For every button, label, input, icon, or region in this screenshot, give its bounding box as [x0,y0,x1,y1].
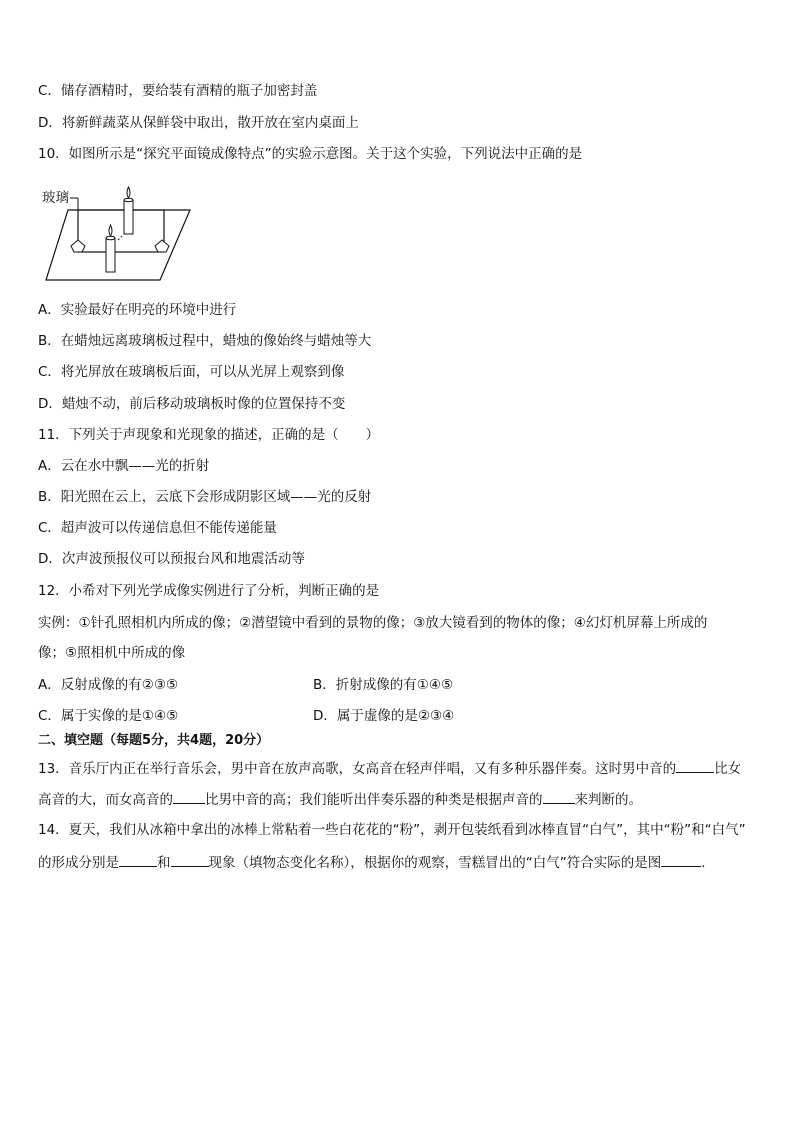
q14-line1: 14．夏天，我们从冰箱中拿出的冰棒上常粘着一些白花花的“粉”，剥开包装纸看到冰棒直冒“白气”，其中“粉”和“白气” [38,822,746,838]
q12-option-b: B．折射成像的有①④⑤ [313,677,454,693]
q13-blank-2[interactable] [173,790,205,804]
q10-option-b: B．在蜡烛远离玻璃板过程中，蜡烛的像始终与蜡烛等大 [38,333,372,349]
q13-line2 [38,790,642,809]
q10-stem: 10．如图所示是“探究平面镜成像特点”的实验示意图。关于这个实验，下列说法中正确的是 [38,146,583,162]
q14-text-3: 和 [157,855,171,871]
q11-option-d: D．次声波预报仪可以预报台风和地震活动等 [38,551,305,567]
q14-text-4: 现象（填物态变化名称），根据你的观察，雪糕冒出的“白气”符合实际的是图 [208,855,662,871]
q13-text-5: 来判断的。 [574,792,642,808]
q10-option-d: D．蜡烛不动，前后移动玻璃板时像的位置保持不变 [38,396,346,412]
q14-text-5: ． [701,855,715,871]
q13-text-3: 高音的大，而女高音的 [38,792,173,808]
q9-option-d: D．将新鲜蔬菜从保鲜袋中取出，散开放在室内桌面上 [38,115,359,131]
q14-blank-2[interactable] [171,853,209,867]
section-heading-fill-blank: 二、填空题（每题5分，共4题，20分） [38,733,270,748]
q12-examples-line2: 像；⑤照相机中所成的像 [38,645,186,661]
q13-blank-3[interactable] [543,790,575,804]
q12-stem: 12．小希对下列光学成像实例进行了分析，判断正确的是 [38,583,380,599]
mirror-experiment-figure [38,180,208,290]
q14-text-2: 的形成分别是 [38,855,119,871]
q14-line2 [38,853,715,872]
q11-stem: 11．下列关于声现象和光现象的描述，正确的是（ ） [38,427,380,443]
q9-option-c: C．储存酒精时，要给装有酒精的瓶子加密封盖 [38,83,318,99]
q11-option-a: A．云在水中飘——光的折射 [38,458,210,474]
q13-text-2: 比女 [714,761,742,777]
q10-option-a: A．实验最好在明亮的环境中进行 [38,302,237,318]
q13-blank-1[interactable] [676,759,714,773]
q13-text-1: 13．音乐厅内正在举行音乐会，男中音在放声高歌，女高音在轻声伴唱，又有多种乐器伴奏。这时男中音的 [38,761,677,777]
q14-blank-1[interactable] [119,853,157,867]
q12-option-d: D．属于虚像的是②③④ [313,708,455,724]
q14-blank-3[interactable] [661,853,701,867]
q11-option-b: B．阳光照在云上，云底下会形成阴影区域——光的反射 [38,489,372,505]
glass-label: 玻璃 [42,190,69,206]
q10-option-c: C．将光屏放在玻璃板后面，可以从光屏上观察到像 [38,364,345,380]
q13-line1 [38,759,741,778]
q12-option-c: C．属于实像的是①④⑤ [38,708,179,724]
q13-text-4: 比男中音的高；我们能听出伴奏乐器的种类是根据声音的 [205,792,543,808]
q11-option-c: C．超声波可以传递信息但不能传递能量 [38,520,277,536]
q12-examples-line1: 实例：①针孔照相机内所成的像；②潜望镜中看到的景物的像；③放大镜看到的物体的像；④幻灯机屏幕上所成的 [38,615,708,631]
q12-option-a: A．反射成像的有②③⑤ [38,677,179,693]
